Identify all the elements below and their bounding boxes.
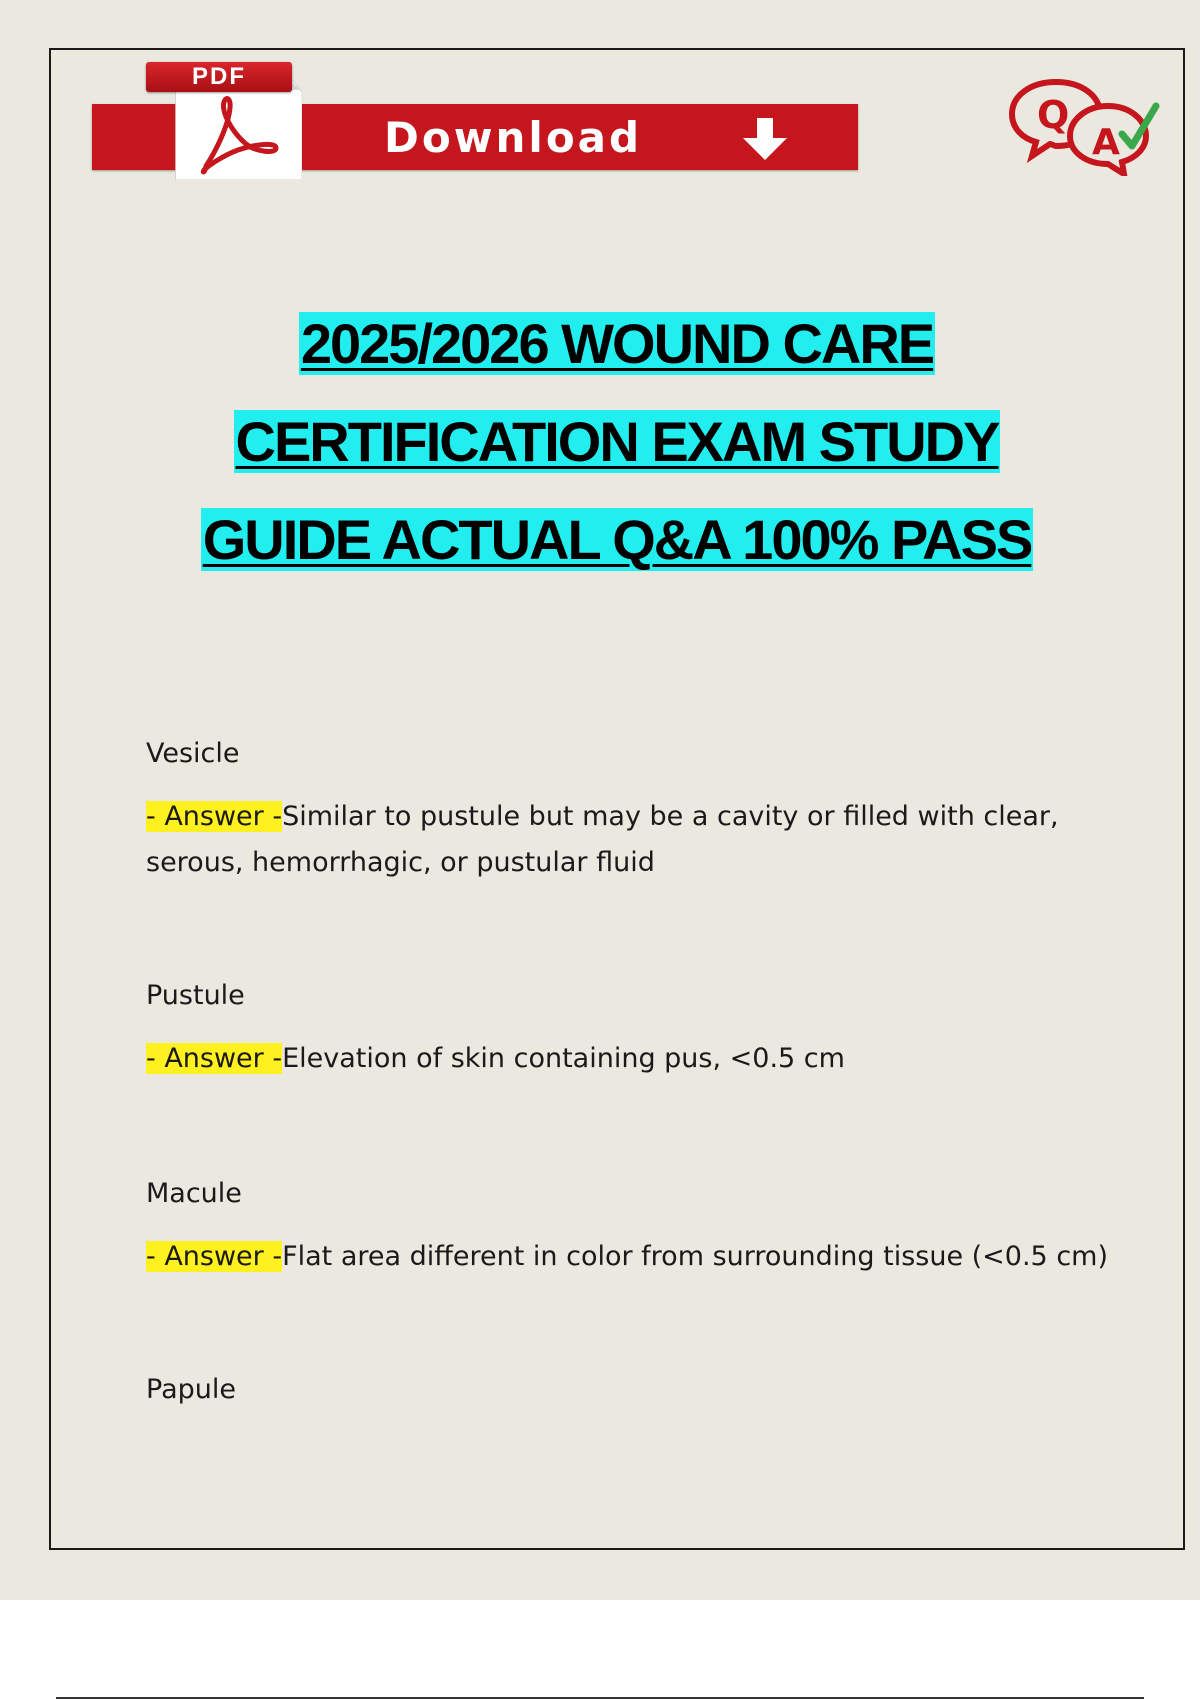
qa-item-pustule: [146, 970, 845, 1082]
document-title: [60, 295, 1174, 589]
acrobat-icon: [142, 62, 302, 180]
title-line-2: CERTIFICATION EXAM STUDY: [235, 410, 999, 473]
title-line-1: 2025/2026 WOUND CARE: [300, 312, 934, 375]
page-divider: [56, 1697, 1144, 1699]
answer-body: Elevation of skin containing pus, <0.5 cm: [282, 1043, 845, 1074]
pdf-tag: PDF: [146, 62, 292, 92]
question-text: Macule: [146, 1178, 242, 1209]
answer-body: Flat area different in color from surrounding tissue (<0.5 cm): [282, 1241, 1108, 1272]
answer-tag: - Answer -: [146, 801, 283, 832]
qa-item-vesicle: [146, 728, 1136, 886]
arrow-down-icon: [737, 116, 793, 162]
qa-logo: [1008, 76, 1168, 176]
answer-tag: - Answer -: [146, 1043, 283, 1074]
question-text: Pustule: [146, 980, 245, 1011]
logo-letter-a: A: [1092, 122, 1120, 163]
qa-item-macule: [146, 1168, 1108, 1280]
answer-tag: - Answer -: [146, 1241, 283, 1272]
qa-item-papule: [146, 1364, 236, 1430]
title-line-3: GUIDE ACTUAL Q&A 100% PASS: [202, 508, 1032, 571]
answer-text: [146, 1036, 845, 1082]
pdf-download-banner[interactable]: [92, 62, 860, 182]
answer-body: Similar to pustule but may be a cavity or filled with clear, serous, hemorrhagic, or pustular fluid: [146, 801, 1059, 878]
answer-text: [146, 1234, 1108, 1280]
question-text: Papule: [146, 1374, 236, 1405]
question-text: Vesicle: [146, 738, 240, 769]
logo-letter-q: Q: [1037, 93, 1070, 137]
download-label[interactable]: Download: [384, 113, 643, 162]
answer-text: [146, 794, 1136, 886]
